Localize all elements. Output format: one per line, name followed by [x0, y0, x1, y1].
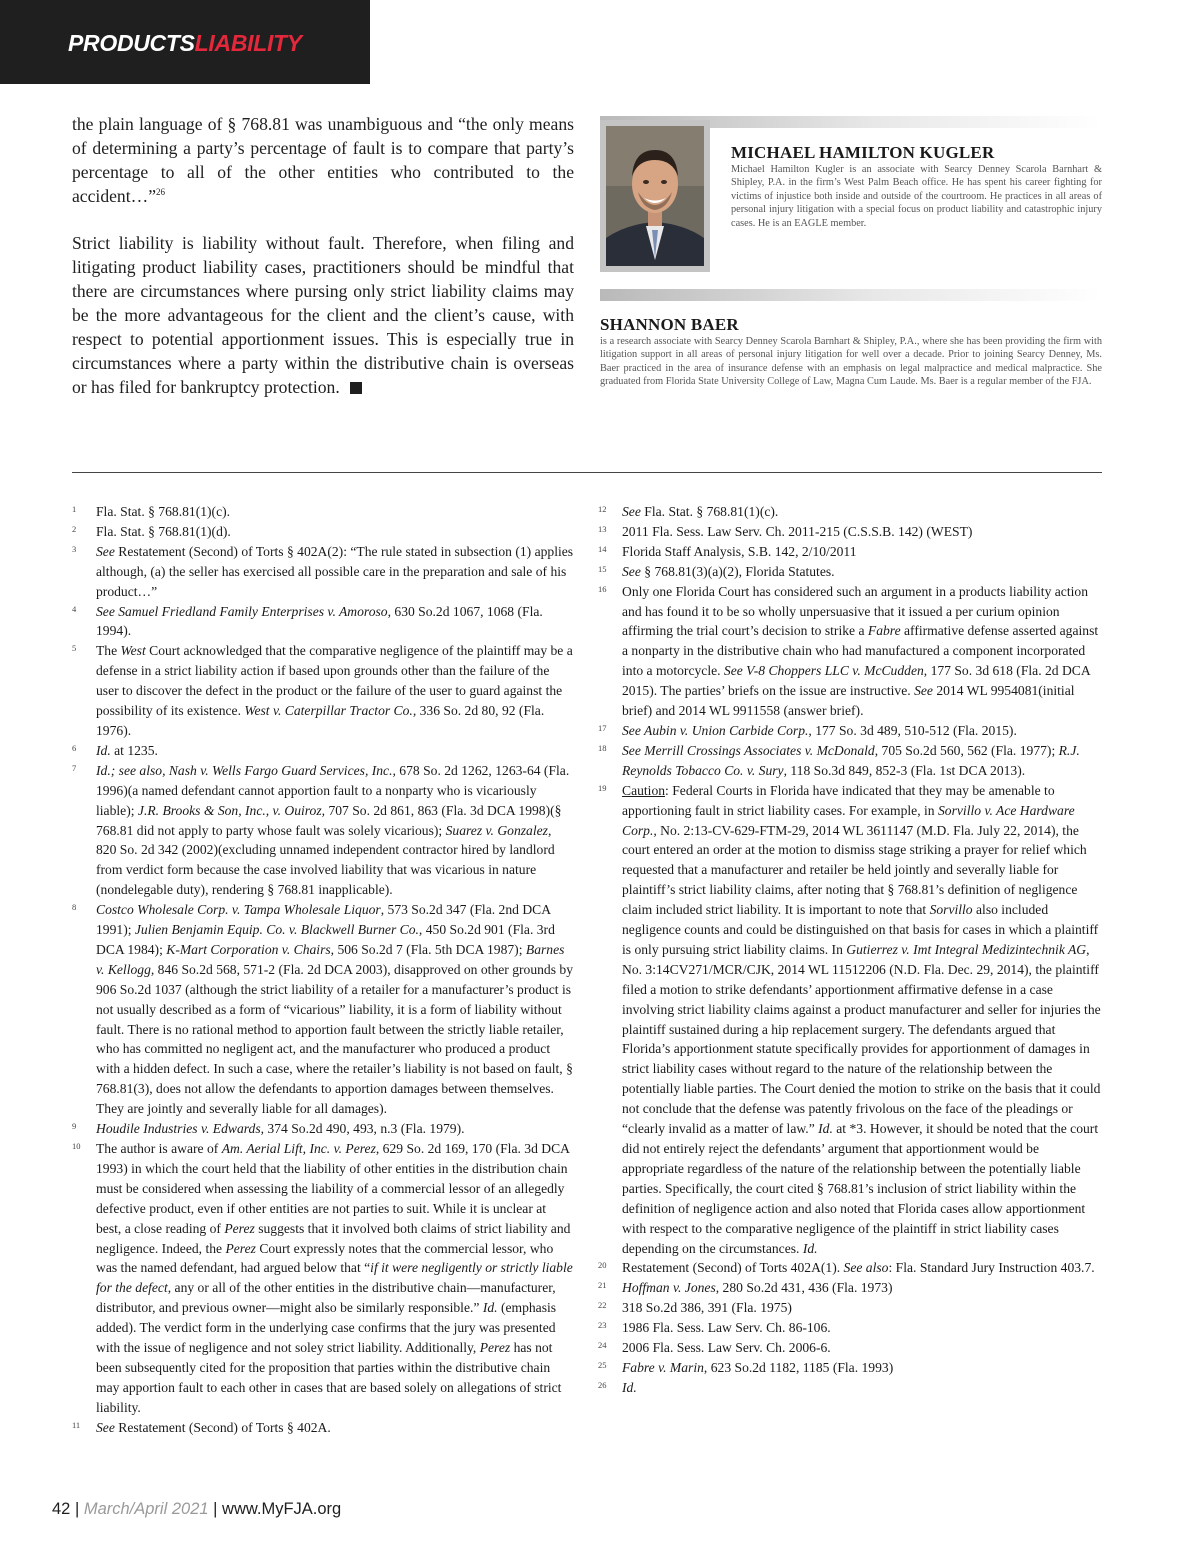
footnote-item [72, 1418, 574, 1438]
footnote-text: No. 2:13-CV-629-FTM-29, 2014 WL 3611147 (M.D. Fla. July 22, 2014), the court entered an order at the motion to dismiss stage striking a prayer for relief which requested that a manufacturer and retailer be held jointly and severally liable for plaintiff’s strict liability claims, after noting that § 768.81’s definition of negligence claim included strict liability. It is important to note that [622, 822, 1087, 918]
footnote-item [598, 542, 1102, 562]
footnote-text: Caution [622, 782, 666, 798]
footnote-text: Restatement (Second) of Torts 402A(1). [622, 1260, 844, 1276]
author-photo [600, 120, 710, 272]
footnote-divider [72, 472, 1102, 473]
section-banner [0, 0, 370, 84]
footnote-text: at 1235. [110, 742, 158, 758]
footnote-text: , any or all of the other entities in the distributive chain—manufacturer, distributor, and previous owner—might also be similarly responsible.” [96, 1280, 556, 1316]
footnote-item [598, 781, 1102, 1259]
footnote-number: 2 [72, 523, 77, 534]
section-title [68, 30, 302, 57]
footnote-text: Fabre v. Marin [622, 1359, 704, 1375]
footnote-text: West [120, 643, 146, 659]
footnote-text: , No. 3:14CV271/MCR/CJK, 2014 WL 11512206 (N.D. Fla. Dec. 29, 2014), the plaintiff filed a motion to strike defendants’ apportionment affirmative defense in a case involving strict liability claims against a product manufacturer and seller for injuries the plaintiff sustained during a hip replacement surgery. The defendants argued that Florida’s apportionment statute specifically provides for apportionment of damages in strict liability cases without regard to the nature of the relationship between the potentially liable parties. The Court denied the motion to strike on the basis that it could not conclude that the defense was patently frivolous on the face of the pleadings or “clearly invalid as a matter of law.” [622, 941, 1101, 1137]
footer-separator: | [70, 1500, 84, 1518]
footnote-text: , 573 So.2d 347 (Fla. 2nd DCA 1991); [96, 902, 551, 938]
footnote-number: 19 [598, 782, 607, 793]
footnote-text: Costco Wholesale Corp. v. Tampa Wholesale Liquor [96, 902, 381, 918]
footnote-text: , 177 So. 3d 618 (Fla. 2d DCA 2015). The parties’ briefs on the issue are instructive. [622, 663, 1090, 699]
footnote-item [598, 741, 1102, 781]
footnote-item [72, 522, 574, 542]
footnote-number: 10 [72, 1141, 81, 1151]
footnote-text: suggests that it involved both claims of strict liability and negligence. Indeed, the [96, 1220, 571, 1256]
article-body [72, 112, 574, 399]
section-title-products: PRODUCTS [68, 30, 195, 56]
footnote-text: Restatement (Second) of Torts § 402A. [114, 1419, 331, 1435]
footnote-text: affirmative defense asserted against a nonparty in the distributive chain who had manufactured a component incorporated into a motorcycle. [622, 623, 1099, 679]
footnote-item [72, 741, 574, 761]
issue-date: March/April 2021 [83, 1500, 209, 1518]
footnote-item [598, 562, 1102, 582]
footnote-number: 4 [72, 603, 77, 614]
website-link[interactable]: www.MyFJA.org [222, 1500, 342, 1518]
footnote-number: 26 [598, 1379, 607, 1390]
footnote-text: Suarez v. Gonzalez [445, 822, 548, 838]
body-paragraph-text: Strict liability is liability without fault. Therefore, when filing and litigating product liability cases, practitioners should be mindful that there are circumstances where pursing only strict liability claims may be the more advantageous for the client and the client’s cause, with respect to potential apportionment issues. This is especially true in circumstances where a party within the distributive chain is overseas or has filed for bankruptcy protection. [72, 233, 574, 397]
footnote-text: (emphasis added). The verdict form in the underlying case confirms that the jury was presented with the issue of negligence and not soley strict liability. Additionally, [96, 1300, 557, 1356]
footnote-item [72, 641, 574, 741]
footnote-text: Sorvillo v. Ace Hardware Corp., [622, 802, 1075, 838]
footnote-text: 707 So. 2d 861, 863 (Fla. 3d DCA 1998)(§ 768.81 did not apply to party whose fault was solely vicarious); [96, 802, 562, 838]
footnote-item [72, 1139, 574, 1418]
footnote-number: 21 [598, 1280, 607, 1291]
footnote-text: Fla. Stat. § 768.81(1)(c). [640, 504, 779, 519]
footnote-text: Fla. Stat. § 768.81(1)(d). [96, 523, 231, 539]
footnote-text: Am. Aerial Lift, Inc. v. Perez [221, 1141, 376, 1156]
footnote-text: 2006 Fla. Sess. Law Serv. Ch. 2006-6. [622, 1340, 831, 1356]
footnotes-right [598, 502, 1102, 1398]
footnote-text: Id. [482, 1300, 498, 1316]
footnote-number: 22 [598, 1300, 607, 1311]
footnote-number: 11 [72, 1419, 81, 1430]
footnote-text: , 280 So.2d 431, 436 (Fla. 1973) [715, 1280, 893, 1296]
footnote-text: Fla. Stat. § 768.81(1)(c). [96, 504, 231, 519]
footnote-text: J.R. Brooks & Son, Inc., v. Ouiroz, [137, 802, 326, 818]
footnote-text: Id. [96, 742, 111, 758]
footnote-text: See Samuel Friedland Family Enterprises v. Amoroso [96, 603, 388, 619]
footnote-text: 450 So.2d 901 (Fla. 3rd DCA 1984); [96, 922, 555, 957]
footnote-text: § 768.81(3)(a)(2), Florida Statutes. [640, 563, 835, 579]
bio-text: Michael Hamilton Kugler is an associate with Searcy Denney Scarola Barnhart & Shipley, P.A. in the firm’s West Palm Beach office. He has spent his career fighting for victims of injustice both inside and outside of the courtroom. He practices in all areas of personal injury litigation with a special focus on product liability and catastrophic injury cases. He is an EAGLE member. [731, 164, 1102, 229]
footnote-text: if it were negligently or strictly liable for the defect [96, 1260, 573, 1296]
footnote-text: Houdile Industries v. Edwards [96, 1121, 261, 1137]
footnote-item [72, 1119, 574, 1139]
footnote-number: 9 [72, 1121, 77, 1132]
section-title-liability: LIABILITY [194, 30, 302, 56]
footnote-number: 24 [598, 1340, 607, 1351]
footnote-text: , 630 So.2d 1067, 1068 (Fla. 1994). [96, 603, 543, 639]
footnote-item [598, 1358, 1102, 1378]
footnote-text: , 118 So.3d 849, 852-3 (Fla. 1st DCA 2013). [783, 762, 1026, 778]
footnote-text: West v. Caterpillar Tractor Co., [244, 703, 417, 719]
bio-name: MICHAEL HAMILTON KUGLER [731, 143, 995, 162]
footnote-text: See [622, 563, 641, 579]
footnote-item [598, 1378, 1102, 1398]
footnote-text: Perez [479, 1340, 511, 1356]
footnote-text: Perez [224, 1220, 255, 1236]
footnote-text: 1986 Fla. Sess. Law Serv. Ch. 86-106. [622, 1320, 831, 1336]
footnote-text: Fabre [867, 623, 901, 639]
footnotes-left [72, 502, 574, 1438]
footnote-text: 2011 Fla. Sess. Law Serv. Ch. 2011-215 (C.S.S.B. 142) (WEST) [622, 523, 973, 539]
footnote-text: See [914, 683, 933, 699]
footnote-text: Id.; see also, Nash v. Wells Fargo Guard Services, Inc., [96, 762, 396, 778]
footnote-text: Hoffman v. Jones [622, 1280, 716, 1296]
footnote-text: also included negligence counts and could be distinguished on that basis for cases in which a plaintiff is only pursuing strict liability claims. In [622, 902, 1099, 957]
footnote-number: 5 [72, 643, 77, 654]
footnote-text: See [96, 543, 115, 559]
bio-name: SHANNON BAER [600, 315, 739, 334]
footnote-number: 8 [72, 902, 77, 913]
footnote-text: , 820 So. 2d 342 (2002)(excluding unnamed independent contractor hired by landlord from verdict form because the case involved liability that was vicarious in nature (nondelegable duty), rendering § 768.81 inapplicable). [96, 822, 555, 898]
footnote-item [72, 761, 574, 900]
footnote-text: , 705 So.2d 560, 562 (Fla. 1977); [874, 742, 1059, 758]
footnote-item [72, 900, 574, 1119]
body-paragraph [72, 231, 574, 399]
footnote-text: See Merrill Crossings Associates v. McDonald [622, 742, 875, 758]
footnote-text: See Aubin v. Union Carbide Corp. [622, 722, 809, 738]
footnote-text: See V-8 Choppers LLC v. McCudden [723, 663, 924, 679]
footnote-number: 13 [598, 523, 607, 534]
footnote-text: The [96, 643, 121, 659]
footnote-number: 6 [72, 742, 77, 753]
footnote-text: , 623 So.2d 1182, 1185 (Fla. 1993) [703, 1359, 894, 1375]
footnote-number: 3 [72, 543, 77, 554]
footnote-text: , 629 So. 2d 169, 170 (Fla. 3d DCA 1993) in which the court held that the liability of other entities in the distribution chain must be considered when assessing the liability of a commercial lessor of an allegedly defective product, even if other entities are not parties to suit. While it is unclear at best, a close reading of [96, 1141, 570, 1236]
footnote-text: R.J. Reynolds Tobacco Co. v. Sury [622, 742, 1080, 778]
footnote-number: 7 [72, 762, 77, 773]
author-portrait-icon [606, 126, 704, 266]
footnote-text: 318 So.2d 386, 391 (Fla. 1975) [622, 1300, 792, 1316]
footnote-text: Court expressly notes that the commercial lessor, who was the named defendant, had argued below that “ [96, 1240, 554, 1276]
footnote-text: Gutierrez v. Imt Integral Medizintechnik AG [846, 941, 1087, 957]
bio-text: is a research associate with Searcy Denney Scarola Barnhart & Shipley, P.A., where she has been providing the firm with litigation support in all areas of personal injury litigation for well over a decade. Prior to joining Searcy Denney, Ms. Baer practiced in the area of insurance defense with an emphasis on legal malpractice and medical malpractice. She graduated from Florida State University College of Law, Magna Cum Laude. Ms. Baer is a regular member of the FJA. [600, 336, 1102, 388]
footnote-text: See [96, 1419, 115, 1435]
footnote-number: 14 [598, 543, 607, 554]
footnote-text: at *3. However, it should be noted that the court did not entirely reject the defendants’ argument that apportionment would be appropriate regardless of the nature of the relationship between the potentially liable parties. Specifically, the court cited § 768.81’s inclusion of strict liability within the definition of negligence action and also noted that Florida cases allow apportionment with respect to the comparative negligence of the plaintiff in strict liability cases depending on the circumstances. [622, 1121, 1099, 1256]
footnote-number: 1 [72, 504, 77, 514]
footnote-text: Id. [802, 1240, 818, 1256]
footnote-text: K-Mart Corporation v. Chairs [166, 941, 331, 957]
footnote-text: Florida Staff Analysis, S.B. 142, 2/10/2011 [622, 543, 857, 559]
page-number: 42 [52, 1500, 71, 1518]
footnote-number: 23 [598, 1320, 607, 1331]
footnote-item [72, 502, 574, 522]
footnote-ref: 26 [156, 187, 166, 198]
body-paragraph [72, 112, 574, 208]
footnote-item [598, 1338, 1102, 1358]
footnote-item [598, 1318, 1102, 1338]
footnote-text: 846 So.2d 568, 571-2 (Fla. 2d DCA 2003), disapproved on other grounds by 906 So.2d 1037 (although the strict liability of a retailer for a manufacturer’s product is not usually described as a form of “vicarious” liability, it is a form of liability without fault. There is no rational method to apportion fault between the strictly liable retailer, who has committed no negligent act, and the manufacturer who produced a product with a hidden defect. In such a case, where the retailer’s liability is not based on fault, § 768.81(3), does not allow the defendants to apportion damages between themselves. They are jointly and severally liable for all damages). [96, 961, 574, 1117]
footnote-text: Only one Florida Court has considered such an argument in a products liability action and has found it to be so wholly unpersuasive that it issued a per curium opinion affirming the trial court’s decision to strike a [622, 583, 1088, 639]
footnote-item [598, 582, 1102, 721]
footnote-text: Perez [225, 1240, 256, 1256]
footnote-text: 678 So. 2d 1262, 1263-64 (Fla. 1996)(a named defendant cannot apportion fault to a nonparty who is vicariously liable); [96, 762, 570, 818]
footnote-item [598, 1258, 1102, 1278]
footnote-text: Court acknowledged that the comparative negligence of the plaintiff may be a defense in a strict liability action if based upon grounds other than the failure of the user to discover the defect in the product or the failure of the user to guard against the possibility of its existence. [96, 643, 573, 719]
footnote-item [598, 721, 1102, 741]
footnote-number: 17 [598, 722, 607, 733]
footnote-text: Sorvillo [929, 902, 973, 918]
footnote-item [598, 522, 1102, 542]
footnote-number: 15 [598, 563, 607, 574]
footnote-text: Id. [622, 1379, 637, 1395]
footnote-text: Id. [818, 1121, 833, 1137]
footnote-text: Julien Benjamin Equip. Co. v. Blackwell Burner Co., [134, 922, 423, 938]
footnote-text: : Fla. Standard Jury Instruction 403.7. [888, 1260, 1095, 1276]
footnote-text: See [622, 504, 641, 519]
footnote-item [72, 602, 574, 642]
footnote-text: The author is aware of [96, 1141, 222, 1156]
footnote-number: 20 [598, 1260, 607, 1271]
footnote-number: 12 [598, 504, 607, 514]
footnote-text: : Federal Courts in Florida have indicated that they may be amenable to apportioning fault in strict liability cases. For example, in [622, 782, 1055, 818]
footnote-item [598, 1298, 1102, 1318]
footnote-text: has not been subsequently cited for the proposition that parties within the distributive chain may apportion fault to each other in cases that are based solely on allegations of strict liability. [96, 1340, 562, 1415]
footnote-text: See also [843, 1260, 889, 1276]
footnote-text: Barnes v. Kellogg, [96, 941, 565, 977]
footnote-item [72, 542, 574, 602]
footnote-number: 25 [598, 1359, 607, 1370]
footnote-text: 336 So. 2d 80, 92 (Fla. 1976). [96, 703, 545, 738]
footnote-item [598, 1278, 1102, 1298]
bio-divider-bar [600, 289, 1102, 301]
end-mark-icon [350, 382, 362, 394]
footnote-text: , 506 So.2d 7 (Fla. 5th DCA 1987); [330, 941, 526, 957]
footnote-number: 18 [598, 742, 607, 753]
page-footer [52, 1500, 341, 1519]
footnote-item [598, 502, 1102, 522]
footnote-text: , 177 So. 3d 489, 510-512 (Fla. 2015). [808, 722, 1017, 738]
footer-separator: | [208, 1500, 223, 1518]
footnote-number: 16 [598, 583, 607, 594]
footnote-text: Restatement (Second) of Torts § 402A(2): “The rule stated in subsection (1) applies although, (a) the seller has exercised all possible care in the preparation and sale of his product…” [96, 543, 574, 599]
footnote-text: 2014 WL 9954081(initial brief) and 2014 WL 9911558 (answer brief). [622, 683, 1075, 719]
body-paragraph-text: the plain language of § 768.81 was unambiguous and “the only means of determining a party’s percentage of fault is to compare that party’s percentage to all of the other entities who contributed to the accident…” [72, 114, 574, 206]
footnote-text: , 374 So.2d 490, 493, n.3 (Fla. 1979). [260, 1121, 465, 1137]
